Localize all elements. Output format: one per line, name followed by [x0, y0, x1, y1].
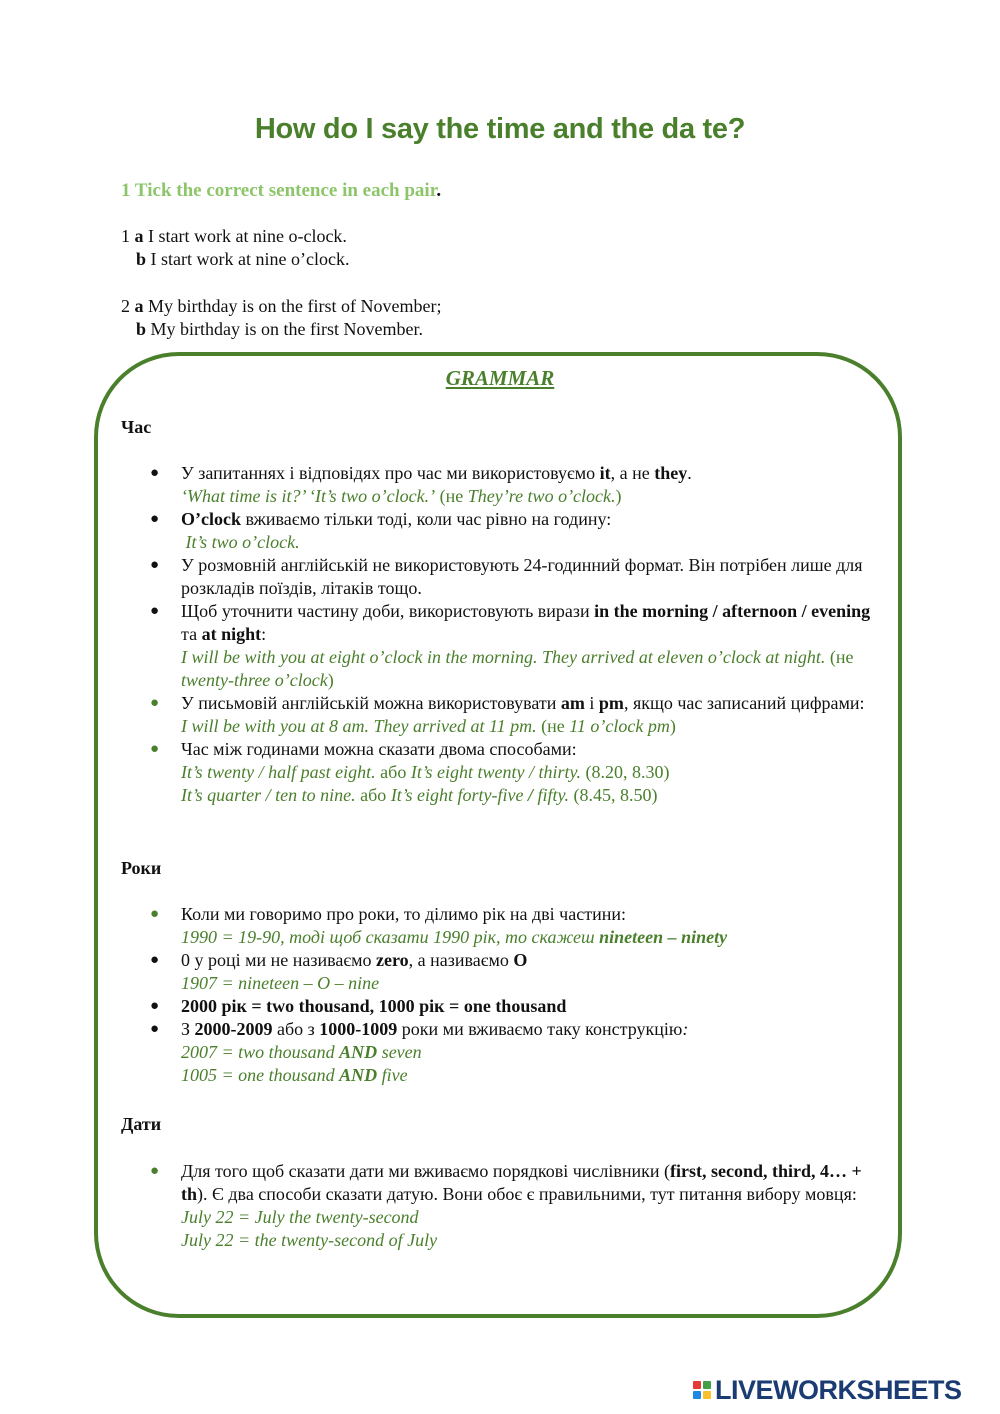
example-text: 11 o’clock pm: [569, 716, 670, 736]
rule-text: З: [181, 1019, 195, 1039]
keyword: it: [599, 463, 611, 483]
example-text: It’s quarter / ten to nine.: [181, 785, 356, 805]
rule-text: У розмовній англійській не використовують 24-годинний формат. Він потрібен лише для розкладів поїздів, літаків тощо.: [181, 555, 863, 598]
section-heading-years: Роки: [121, 858, 162, 878]
example-text: 1005 = one thousand: [181, 1065, 340, 1085]
liveworksheets-logo[interactable]: [693, 1374, 993, 1406]
keyword: O’clock: [181, 509, 241, 529]
section-heading-time: Час: [121, 417, 152, 437]
rule-text: , а не: [610, 463, 655, 483]
option-letter: b: [136, 319, 147, 339]
bullet-icon: ●: [150, 906, 160, 922]
keyword: am: [560, 693, 585, 713]
logo-square: [693, 1381, 701, 1389]
example-text: twenty-three o’clock: [181, 670, 328, 690]
bullet-icon: ●: [150, 557, 160, 573]
time-rules-list: [150, 462, 881, 807]
note-text: (8.20, 8.30): [580, 762, 670, 782]
rule-text: У запитаннях і відповідях про час ми використовуємо: [181, 463, 600, 483]
keyword: O: [513, 950, 528, 970]
keyword: first, second, third, 4… + th: [181, 1161, 862, 1204]
example-text: 2007 = two thousand: [181, 1042, 340, 1062]
sentence-text: I start work at nine o-clock.: [143, 226, 347, 246]
option-letter: a: [134, 226, 144, 246]
logo-square: [703, 1381, 711, 1389]
pair-number: 2: [121, 296, 130, 316]
note-text: (8.45, 8.50): [568, 785, 658, 805]
keyword: at night: [201, 624, 262, 644]
sentence-pair-2: [121, 295, 441, 341]
rule-text: :: [261, 624, 267, 644]
bullet-icon: ●: [150, 1163, 160, 1179]
list-item: [150, 738, 881, 807]
bullet-icon: ●: [150, 695, 160, 711]
list-item: [150, 462, 881, 508]
logo-text: LIVEWORKSHEETS: [715, 1374, 962, 1405]
note-text: або: [375, 762, 411, 782]
list-item: [150, 1160, 881, 1252]
list-item: [150, 903, 881, 949]
rule-text: Час між годинами можна сказати двома способами:: [181, 739, 577, 759]
sentence-text: I start work at nine o’clock.: [146, 249, 350, 269]
sentence-text: My birthday is on the first November.: [146, 319, 423, 339]
grammar-title: GRAMMAR: [445, 366, 555, 390]
example-text: nineteen – ninety: [599, 927, 728, 947]
bullet-icon: ●: [150, 603, 160, 619]
rule-text: Коли ми говоримо про роки, то ділимо рік на дві частини:: [181, 904, 626, 924]
example-text: ‘What time is it?’ ‘It’s two o’clock.’: [181, 486, 436, 506]
list-item: [150, 949, 881, 995]
logo-square: [693, 1391, 701, 1399]
example-text: July 22 = July the twenty-second: [181, 1207, 419, 1227]
task-dot: .: [436, 180, 442, 201]
sentence-pair-1: [121, 225, 349, 271]
note-text: ): [669, 716, 676, 736]
option-letter: a: [134, 296, 144, 316]
rule-text: 0 у році ми не називаємо: [181, 950, 377, 970]
task-label: 1 Tick the correct sentence in each pair: [121, 180, 437, 201]
note-text: ): [615, 486, 622, 506]
list-item: [150, 508, 881, 554]
keyword: 1000-1009: [319, 1019, 398, 1039]
rule-text: .: [687, 463, 692, 483]
note-text: (не: [536, 716, 570, 736]
sentence-text: My birthday is on the first of November;: [143, 296, 442, 316]
rule-text: ). Є два способи сказати датую. Вони обоє є правильними, тут питання вибору мовця:: [197, 1184, 857, 1204]
example-text: They’re two o’clock.: [467, 486, 616, 506]
list-item: [150, 995, 881, 1018]
example-text: five: [377, 1065, 408, 1085]
sentence-1b[interactable]: [121, 248, 349, 271]
list-item: [150, 692, 881, 738]
example-text: It’s twenty / half past eight.: [181, 762, 376, 782]
list-item: [150, 554, 881, 600]
note-text: або: [355, 785, 391, 805]
example-text: It’s two o’clock.: [181, 532, 300, 552]
rule-text: роки ми вживаємо таку конструкцію: [397, 1019, 683, 1039]
example-text: 1990 = 19-90, тоді щоб сказати 1990 рік, то скажеш: [181, 927, 600, 947]
option-letter: b: [136, 249, 147, 269]
example-text: AND: [339, 1042, 378, 1062]
rule-text: , а називаємо: [408, 950, 514, 970]
example-text: seven: [377, 1042, 422, 1062]
rule-text: , якщо час записаний цифрами:: [623, 693, 865, 713]
example-text: July 22 = the twenty-second of July: [181, 1230, 438, 1250]
example-text: /: [527, 785, 533, 805]
example-text: 1907 = nineteen – O – nine: [181, 973, 380, 993]
rule-text: і: [584, 693, 599, 713]
keyword: zero: [376, 950, 409, 970]
logo-square: [703, 1391, 711, 1399]
example-text: I will be with you at eight o’clock in the morning. They arrived at eleven o’clock at night.: [181, 647, 826, 667]
example-text: It’s eight forty-five: [390, 785, 528, 805]
rule-text: У письмовій англійській можна використовувати: [181, 693, 561, 713]
rule-text: або з: [272, 1019, 320, 1039]
keyword: they: [654, 463, 688, 483]
example-text: I will be with you at 8 am. They arrived at 11 pm.: [181, 716, 537, 736]
keyword: in the morning / afternoon / evening: [594, 601, 871, 621]
example-text: AND: [339, 1065, 378, 1085]
sentence-2a[interactable]: [121, 295, 441, 318]
bullet-icon: ●: [150, 1021, 160, 1037]
rule-text: вживаємо тільки тоді, коли час рівно на годину:: [241, 509, 612, 529]
list-item: [150, 1018, 881, 1087]
note-text: (не: [435, 486, 468, 506]
list-item: [150, 600, 881, 692]
rule-text: Для того щоб сказати дати ми вживаємо порядкові числівники (: [181, 1161, 671, 1181]
rule-text: Щоб уточнити частину доби, використовують вирази: [181, 601, 595, 621]
keyword: 2000-2009: [194, 1019, 273, 1039]
bullet-icon: ●: [150, 952, 160, 968]
example-text: fifty.: [532, 785, 569, 805]
rule-text: та: [181, 624, 202, 644]
pair-number: 1: [121, 226, 130, 246]
example-text: It’s eight twenty / thirty.: [410, 762, 581, 782]
note-text: (не: [825, 647, 854, 667]
keyword: pm: [598, 693, 624, 713]
sentence-2b[interactable]: [121, 318, 441, 341]
bullet-icon: ●: [150, 511, 160, 527]
dates-rules-list: [150, 1160, 881, 1252]
keyword: 2000 рік = two thousand, 1000 рік = one thousand: [181, 996, 567, 1016]
years-rules-list: [150, 903, 881, 1087]
bullet-icon: ●: [150, 998, 160, 1014]
section-heading-dates: Дати: [121, 1114, 162, 1134]
worksheet-title: How do I say the time and the da te?: [254, 113, 746, 145]
bullet-icon: ●: [150, 741, 160, 757]
task-instruction: [121, 179, 441, 202]
note-text: ): [327, 670, 334, 690]
rule-text: :: [682, 1019, 689, 1039]
sentence-1a[interactable]: [121, 225, 349, 248]
logo-squares-icon: [693, 1381, 711, 1399]
bullet-icon: ●: [150, 465, 160, 481]
